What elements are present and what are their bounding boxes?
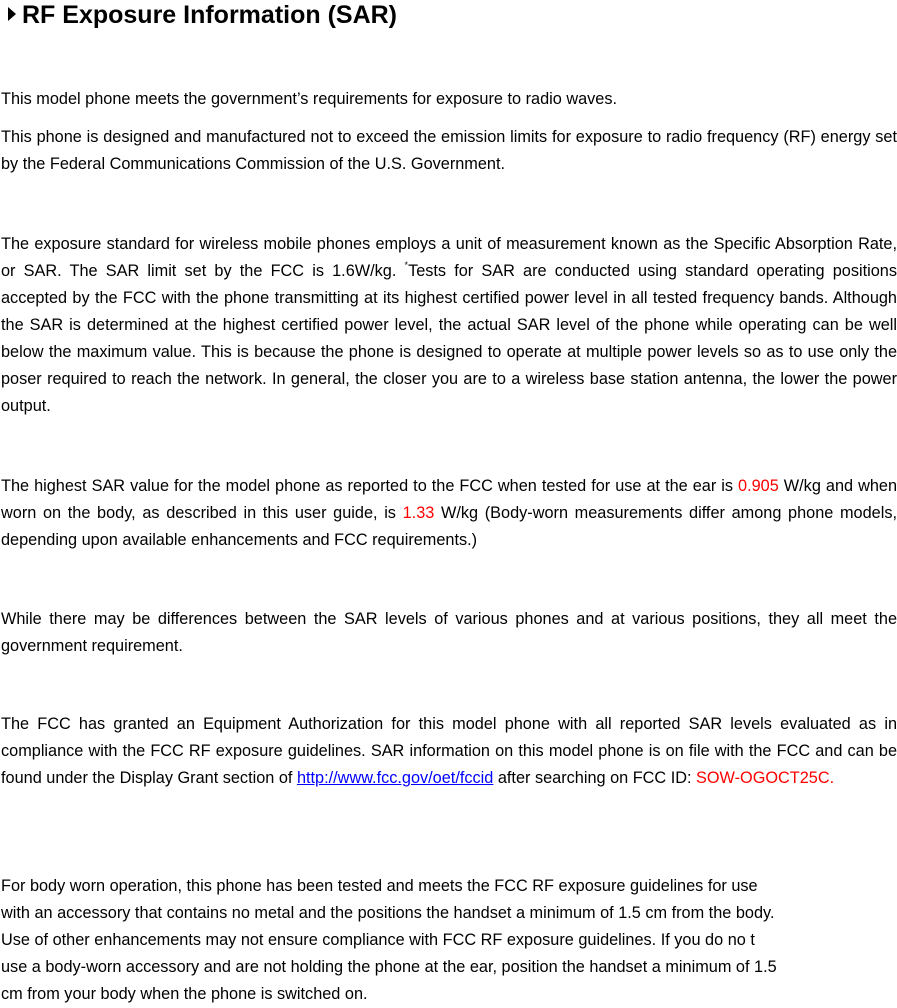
ear-sar-value: 0.905 [738,477,779,495]
triangle-bullet-icon [8,7,16,21]
differences-paragraph: While there may be differences between the SAR levels of various phones and at various positions, they all meet the government requirement. [1,610,897,655]
body-worn-line: cm from your body when the phone is switched on. [1,985,368,1003]
body-worn-line: with an accessory that contains no metal and the positions the handset a minimum of 1.5 cm from the body. [1,904,775,922]
fcc-id-link[interactable]: http://www.fcc.gov/oet/fccid [296,769,494,787]
body-worn-paragraph [1,873,897,1008]
emission-limits-paragraph: This phone is designed and manufactured not to exceed the emission limits for exposure to radio frequency (RF) energy set by the Federal Communications Commission of the U.S. Government. [1,128,897,173]
body-worn-line: use a body-worn accessory and are not holding the phone at the ear, position the handset a minimum of 1.5 [1,958,777,976]
body-sar-value: 1.33 [402,504,435,522]
authorization-paragraph: The FCC has granted an Equipment Authorization for this model phone with all reported SAR levels evaluated as in compliance with the FCC RF exposure guidelines. SAR information on this model phone is on file with the FCC and can be found under the Display Grant section of http://www.fcc.gov/oet/fccid after searching on FCC ID: SOW-OGOCT25C. [1,715,897,787]
page-title-text: RF Exposure Information (SAR) [22,1,398,29]
sar-values-paragraph: The highest SAR value for the model phone as reported to the FCC when tested for use at the ear is 0.905 W/kg and when worn on the body, as described in this user guide, is 1.33 W/kg (Body-worn measurements differ among phone models, depending upon available enhancements and FCC requirements.) [1,477,897,549]
page-title [8,0,397,32]
body-worn-line: Use of other enhancements may not ensure compliance with FCC RF exposure guidelines. If you do no t [1,931,755,949]
body-worn-line: For body worn operation, this phone has been tested and meets the FCC RF exposure guidelines for use [1,877,758,895]
intro-paragraph: This model phone meets the government’s requirements for exposure to radio waves. [1,90,617,108]
sar-standard-paragraph: The exposure standard for wireless mobile phones employs a unit of measurement known as the Specific Absorption Rate, or SAR. The SAR limit set by the FCC is 1.6W/kg. *Tests for SAR are conducted using standard operating positions accepted by the FCC with the phone transmitting at its highest certified power level in all tested frequency bands. Although the SAR is determined at the highest certified power level, the actual SAR level of the phone while operating can be well below the maximum value. This is because the phone is designed to operate at multiple power levels so as to use only the poser required to reach the network. In general, the closer you are to a wireless base station antenna, the lower the power output. [1,235,897,415]
fcc-id-value: SOW-OGOCT25C. [696,769,835,787]
footnote-marker: * [404,260,409,270]
